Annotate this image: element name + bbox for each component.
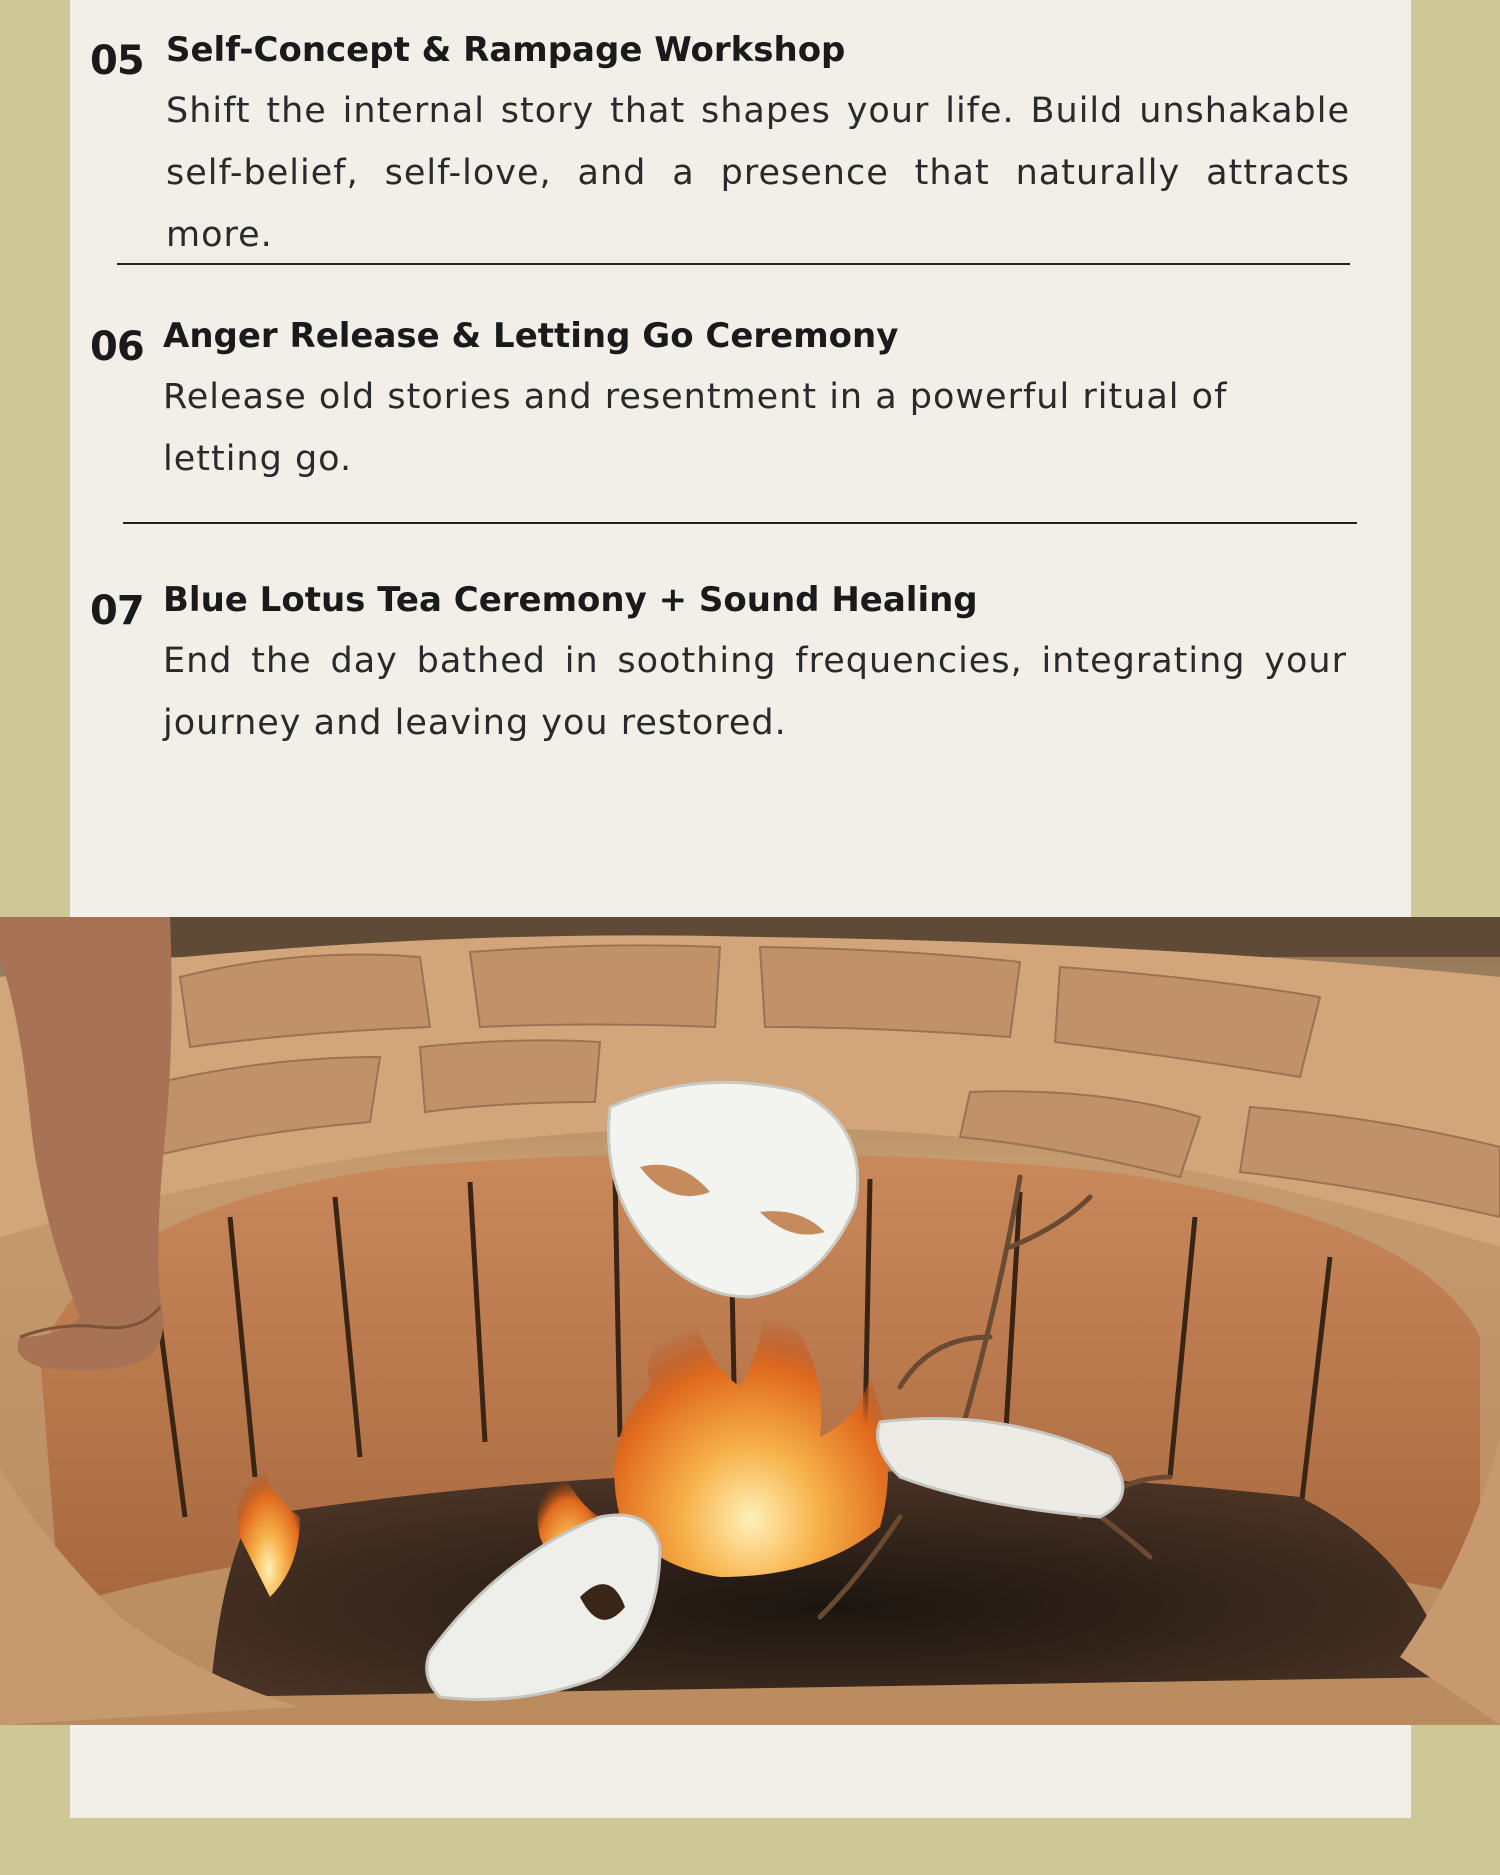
agenda-item-07 (90, 580, 1350, 760)
divider (117, 263, 1350, 265)
agenda-item-05 (90, 30, 1350, 260)
item-title: Anger Release & Letting Go Ceremony (163, 316, 899, 356)
item-title: Blue Lotus Tea Ceremony + Sound Healing (163, 580, 978, 620)
divider (123, 522, 1357, 524)
item-number: 07 (90, 588, 144, 634)
item-description: End the day bathed in soothing frequencies, integrating your journey and leaving you restored. (163, 641, 1347, 743)
item-description: Release old stories and resentment in a powerful ritual of letting go. (163, 377, 1228, 479)
item-number: 06 (90, 324, 144, 370)
item-number: 05 (90, 38, 144, 84)
fire-pit-photo (0, 917, 1500, 1725)
agenda-item-06 (90, 316, 1350, 496)
item-title: Self-Concept & Rampage Workshop (166, 30, 846, 70)
item-description: Shift the internal story that shapes your life. Build unshakable self-belief, self-love, and a presence that naturally attracts more. (166, 91, 1350, 255)
